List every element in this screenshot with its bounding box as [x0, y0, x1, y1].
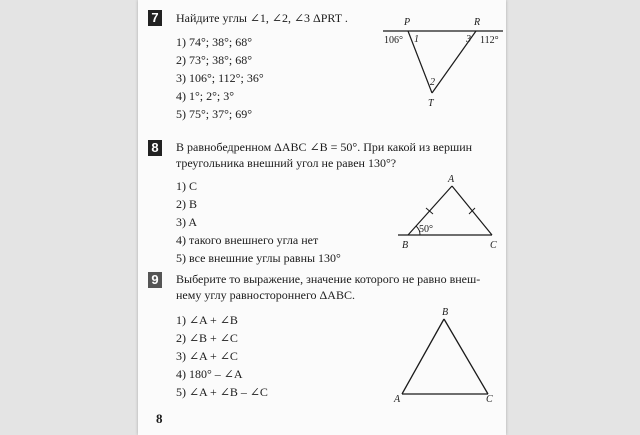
- task-question-line: нему углу равностороннего ΔABC.: [176, 288, 355, 302]
- task-question-line: В равнобедренном ΔABC ∠B = 50°. При какой из вершин: [176, 140, 473, 154]
- answer-option[interactable]: 5) ∠A + ∠B – ∠C: [176, 385, 268, 399]
- vertex-label-b: B: [402, 240, 409, 251]
- triangle-prt-figure: [378, 14, 508, 109]
- vertex-label-a: A: [448, 174, 455, 185]
- answer-options: [176, 33, 264, 123]
- angle-label-3: 3: [466, 34, 471, 45]
- answer-option[interactable]: 2) 73°; 38°; 68°: [176, 53, 253, 67]
- vertex-label-p: P: [404, 17, 411, 28]
- vertex-label-c: C: [490, 240, 497, 251]
- task-question-line: Выберите то выражение, значение которого не равно внеш-: [176, 272, 481, 286]
- task-question-line: треугольника внешний угол не равен 130°?: [176, 156, 397, 170]
- angle-label-right: 112°: [480, 35, 499, 46]
- answer-option[interactable]: 1) ∠A + ∠B: [176, 313, 238, 327]
- answer-option[interactable]: 2) B: [176, 197, 197, 211]
- answer-option[interactable]: 2) ∠B + ∠C: [176, 331, 238, 345]
- answer-option[interactable]: 1) 74°; 38°; 68°: [176, 35, 253, 49]
- task-number: 7: [148, 10, 162, 26]
- side-bc: [444, 319, 488, 394]
- vertex-label-r: R: [474, 17, 481, 28]
- answer-option[interactable]: 3) ∠A + ∠C: [176, 349, 238, 363]
- task-number: 9: [148, 272, 162, 288]
- angle-label-left: 106°: [384, 35, 403, 46]
- workbook-page: [138, 0, 506, 435]
- side-ab: [402, 319, 444, 394]
- vertex-label-c: C: [486, 394, 493, 405]
- angle-label-1: 1: [414, 34, 419, 45]
- answer-option[interactable]: 4) 1°; 2°; 3°: [176, 89, 235, 103]
- answer-option[interactable]: 4) 180° – ∠A: [176, 367, 243, 381]
- answer-options: [176, 177, 341, 267]
- answer-options: [176, 311, 268, 401]
- page-number: 8: [156, 411, 163, 426]
- vertex-label-b: B: [442, 307, 449, 318]
- angle-label-2: 2: [430, 77, 435, 88]
- answer-option[interactable]: 5) 75°; 37°; 69°: [176, 107, 253, 121]
- angle-label-b: 50°: [419, 224, 433, 235]
- task-question: Найдите углы ∠1, ∠2, ∠3 ΔPRT .: [176, 11, 348, 25]
- answer-option[interactable]: 3) A: [176, 215, 197, 229]
- vertex-label-t: T: [428, 98, 434, 109]
- answer-option[interactable]: 5) все внешние углы равны 130°: [176, 251, 341, 265]
- answer-option[interactable]: 1) C: [176, 179, 197, 193]
- task-number: 8: [148, 140, 162, 156]
- vertex-label-a: A: [394, 394, 401, 405]
- triangle-abc-isosceles-figure: [396, 172, 506, 252]
- side-pt: [408, 31, 432, 93]
- answer-option[interactable]: 4) такого внешнего угла нет: [176, 233, 319, 247]
- triangle-abc-equilateral-figure: [394, 306, 504, 406]
- answer-option[interactable]: 3) 106°; 112°; 36°: [176, 71, 264, 85]
